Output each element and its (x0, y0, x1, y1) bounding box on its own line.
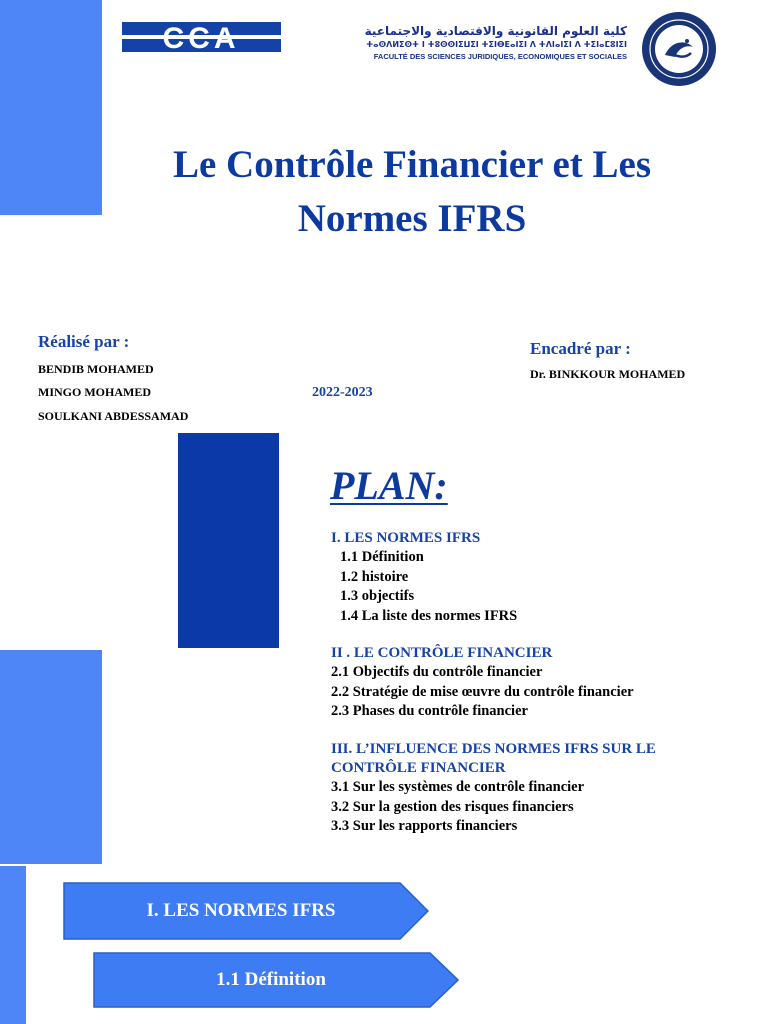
plan-section-3 (331, 740, 656, 837)
decor-bar-bottom-left (0, 866, 26, 1024)
author-name-3: SOULKANI ABDESSAMAD (38, 409, 189, 423)
plan-section-1-heading: I. LES NORMES IFRS (331, 530, 481, 546)
faculty-name-arabic: كلية العلوم القانونية والاقتصادية والاجتماعية (364, 24, 627, 38)
plan-title: PLAN: (330, 463, 448, 508)
plan-section-3-heading-line-2: CONTRÔLE FINANCIER (331, 760, 506, 776)
plan-item: 2.2 Stratégie de mise œuvre du contrôle financier (331, 683, 634, 700)
document-title-line-2: Normes IFRS (297, 197, 527, 240)
subsection-arrow-label: 1.1 Définition (216, 969, 326, 990)
plan-item: 2.1 Objectifs du contrôle financier (331, 664, 543, 680)
plan-item: 1.3 objectifs (340, 588, 415, 604)
plan-item: 3.3 Sur les rapports financiers (331, 818, 518, 834)
author-name-2: MINGO MOHAMED (38, 385, 151, 399)
cca-logo-text: CCA (162, 22, 240, 52)
plan-item: 2.3 Phases du contrôle financier (331, 703, 528, 719)
decor-bar-center (178, 433, 279, 648)
supervisor-name: Dr. BINKKOUR MOHAMED (530, 367, 686, 381)
document-title (100, 138, 724, 246)
plan-item: 3.2 Sur la gestion des risques financiers (331, 798, 574, 815)
author-name-1: BENDIB MOHAMED (38, 362, 154, 376)
faculty-name-french: FACULTÉ DES SCIENCES JURIDIQUES, ECONOMIQUES ET SOCIALES (373, 52, 627, 61)
plan-section-2-heading: II . LE CONTRÔLE FINANCIER (331, 645, 553, 661)
section-arrow-banner (63, 882, 429, 940)
document-title-line-1: Le Contrôle Financier et Les (172, 143, 652, 186)
encadre-par-label: Encadré par : (530, 339, 631, 358)
realise-par-label: Réalisé par : (38, 332, 130, 351)
plan-item: 1.4 La liste des normes IFRS (340, 607, 518, 624)
cca-logo (122, 22, 281, 52)
plan-item: 1.2 histoire (340, 568, 409, 585)
decor-bar-mid-left (0, 650, 102, 864)
university-seal-icon (641, 11, 717, 87)
faculty-name-tifinagh: ⵜⴰⵙⴷⵍⵉⵙⵜ ⵏ ⵜⵓⵙⵙⵏⵉⵡⵉⵏ ⵜⵉⵏⴱⴹⴰⵏⵉⵏ ⴷ ⵜⴷⵏⴰⵏⵉⵏ ⴷ ⵜⵉⵏⴰⵎⵓⵏⵉⵏ (366, 40, 627, 49)
subsection-arrow-banner (93, 952, 459, 1008)
plan-section-2 (331, 644, 634, 722)
plan-section-1 (331, 529, 517, 626)
section-arrow-label: I. LES NORMES IFRS (146, 900, 336, 921)
plan-item: 1.1 Définition (340, 549, 424, 565)
academic-year: 2022-2023 (312, 385, 373, 400)
plan-section-3-heading-line-1: III. L’INFLUENCE DES NORMES IFRS SUR LE (331, 741, 656, 757)
decor-bar-top-left (0, 0, 102, 215)
plan-item: 3.1 Sur les systèmes de contrôle financier (331, 779, 585, 795)
